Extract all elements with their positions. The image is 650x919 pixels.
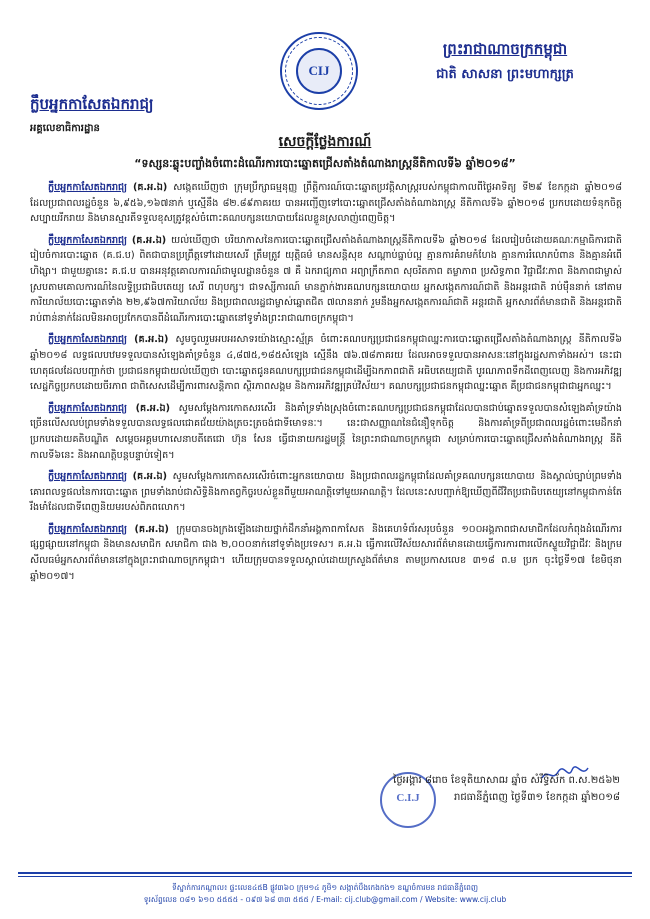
paragraph-abbr: (គ.អ.ឯ) [132, 182, 168, 193]
paragraph-lead: ក្លឹបអ្នកកាសែតឯករាជ្យ [48, 471, 127, 483]
paragraph-text: សូមចូលរួមអបអរសាទរយ៉ាងស្មោះស្ម័គ្រ ចំពោះគណបក្សប្រជាជនកម្ពុជាឈ្នះការបោះឆ្នោតជ្រើសតាំងតំណាងរាស្ត្រ នីតិកាលទី៦ ឆ្នាំ២០១៨ លទ្ធផលបឋមទទួលបានសំឡេងគាំទ្រចំនួន ៤,៨៧៥,១៨៥សំឡេង ស្មើនឹង ៧៦.៧៨ភាគរយ ដែលអាចទទួលបានអាសនៈនៅក្នុងរដ្ឋសភាទាំងអស់។ នេះជាហេតុផលដែលបញ្ជាក់ថា ប្រជាជនកម្ពុជាយល់ឃើញថា បោះឆ្នោតជូនគណបក្សប្រជាជនកម្ពុជាដើម្បីឯកភាពជាតិ អធិបតេយ្យជាតិ បូរណភាពទឹកដីពេញលេញ និងការអភិវឌ្ឍសេដ្ឋកិច្ចប្រកបដោយចីរភាព ជាពិសេសដើម្បីការពារសន្តិភាព ស្ថិរភាពសង្គម និងការអភិវឌ្ឍគ្រប់វិស័យ។ គណបក្សប្រជាជនកម្ពុជាឈ្នះឆ្នោត គឺប្រជាជនកម្ពុជាជាអ្នកឈ្នះ។ [30, 334, 622, 393]
paragraph [30, 180, 622, 227]
paragraph-abbr: (គ.អ.ឯ) [132, 471, 167, 483]
kingdom-line: ព្រះរាជាណាចក្រកម្ពុជា [442, 40, 568, 58]
club-department: អគ្គលេខាធិការដ្ឋាន [30, 123, 100, 134]
footer-divider-thin [18, 876, 632, 877]
paragraph [30, 401, 622, 463]
document-subtitle: “ទស្សនៈឆ្លុះបញ្ចាំងចំពោះដំណើរការបោះឆ្នោតជ្រើសតាំងតំណាងរាស្ត្រនីតិកាលទី៦ ឆ្នាំ២០១៨” [134, 157, 516, 170]
paragraph [30, 522, 622, 584]
paragraph-lead: ក្លឹបអ្នកកាសែតឯករាជ្យ [48, 334, 127, 346]
motto-line: ជាតិ សាសនា ព្រះមហាក្សត្រ [436, 67, 574, 82]
paragraph [30, 233, 622, 327]
kingdom-header [400, 40, 610, 85]
club-header [30, 95, 154, 136]
paragraph-lead: ក្លឹបអ្នកកាសែតឯករាជ្យ [48, 234, 127, 246]
paragraph-abbr: (គ.អ.ឯ) [135, 402, 170, 414]
footer-dates [350, 772, 620, 806]
paragraph-text: ក្រុមបានចងក្រងឡើងដោយថ្នាក់ដឹកនាំអង្គភាពកាសែត និងគេហទំព័រសរុបចំនួន ១០០អង្គភាពជាសមាជិកដែលកំពុងដំណើរការផ្សព្វផ្សាយនៅកម្ពុជា និងមានសមាជិក សមាជិកា ជាង ២,០០០នាក់នៅទូទាំងប្រទេស។ គ.អ.ឯ ធ្វើការលើវិស័យសារព័ត៌មានដោយធ្វើការការពារលើកស្ទួយវិជ្ជាជីវៈ និងក្រមសីលធម៌អ្នកសារព័ត៌មាននៅក្នុងព្រះរាជាណាចក្រកម្ពុជា។ ហើយក្រុមបានទទួលស្គាល់ដោយក្រសួងព័ត៌មាន តាមប្រកាសលេខ ៣១៨ ព.ម ប្រក ចុះថ្ងៃទី១៧ ខែមិថុនា ឆ្នាំ២០១៧។ [30, 523, 622, 582]
seal-text: C.I.J [396, 792, 420, 804]
paragraph-abbr: (គ.អ.ឯ) [134, 334, 169, 346]
club-logo [280, 32, 358, 110]
statement-body [30, 180, 622, 590]
logo-mark: CIJ [308, 63, 330, 78]
paragraph [30, 332, 622, 394]
paragraph-lead: ក្លឹបអ្នកកាសែតឯករាជ្យ [48, 402, 127, 414]
club-name: ក្លឹបអ្នកកាសែតឯករាជ្យ [30, 95, 154, 113]
logo-center [296, 48, 342, 94]
paragraph-text: សូមសម្តែងការកោតសរសើរចំពោះអ្នកនយោបាយ និងប្រជាពលរដ្ឋកម្ពុជាដែលគាំទ្រគណបក្សនយោបាយ និងស្គាល់ច្បាប់ព្រមទាំងគោរពលទ្ធផលនៃការបោះឆ្នោត ព្រមទាំងរាប់ជាសិទ្ធិនិងកាតព្វកិច្ចរបស់ខ្លួនពីមួយអាណត្តិទៅមួយអាណត្តិ។ ដែលនេះសបញ្ជាក់ឱ្យឃើញពីជីវិតប្រជាធិបតេយ្យនៅកម្ពុជាកាន់តែរឹងមាំដែលជាទីពេញនិយមរបស់ពិភពលោក។ [30, 471, 622, 514]
address-line: ទីស្នាក់ការកណ្តាល៖ ផ្ទះលេខ៤៥B ផ្លូវ៣៦០ ក្រុម១៤ ភូមិ១ សង្កាត់បឹងកេងកង១ ខណ្ឌចំការមន រាជធានីភ្នំពេញ [171, 883, 479, 892]
document-title: សេចក្តីថ្លែងការណ៍ [278, 134, 372, 150]
contact-line: ទូរស័ព្ទលេខ ០៨១ ៦១០ ៥៥៥៥ - ០៩៧ ៦៨ ៣៣ ៥៥៥ / E-mail: cij.club@gmail.com / Website: www.cij.club [143, 895, 507, 904]
paragraph-text: សូមសម្តែងការកោតសរសើរ និងគាំទ្រទាំងស្រុងចំពោះគណបក្សប្រជាជនកម្ពុជាដែលបានជាប់ឆ្នោតទទួលបានសំឡេងគាំទ្រយ៉ាងច្រើនលើសលប់ព្រមទាំងទទួលបានលទ្ធផលជោគជ័យយ៉ាងត្រចះត្រចង់ជាទីមោទនៈ។ នេះជាសញ្ញាណនៃជំនឿទុកចិត្ត និងការគាំទ្រពីប្រជាពលរដ្ឋចំពោះមេដឹកនាំប្រកបដោយគតិបណ្ឌិត សម្តេចអគ្គមហាសេនាបតីតេជោ ហ៊ុន សែន ធ្វើជានាយករដ្ឋមន្ត្រី នៃព្រះរាជាណាចក្រកម្ពុជា សម្រាប់ការបោះឆ្នោតជ្រើសតាំងតំណាងរាស្ត្រ នីតិកាលទី៦នេះ និងអាណត្តិបន្តបន្ទាប់ទៀត។ [30, 402, 622, 461]
paragraph [30, 469, 622, 516]
lunar-date: ថ្ងៃអង្គារ ៨រោច ខែទុតិយាសាឍ ឆ្នាំច សំរឹទ្ធិស័ក ព.ស.២៥៦២ [393, 775, 620, 786]
paragraph-abbr: (គ.អ.ឯ) [134, 523, 169, 535]
footer-divider [18, 872, 632, 874]
paragraph-lead: ក្លឹបអ្នកកាសែតឯករាជ្យ [48, 523, 127, 535]
paragraph-lead: ក្លឹបអ្នកកាសែតឯករាជ្យ [48, 182, 127, 193]
paragraph-text: យល់ឃើញថា បរិយាកាសនៃការបោះឆ្នោតជ្រើសតាំងតំណាងរាស្ត្រនីតិកាលទី៦ ឆ្នាំ២០១៨ ដែលរៀបចំដោយគណៈកម្មាធិការជាតិរៀបចំការបោះឆ្នោត (គ.ជ.ប) ពិតជាបានប្រព្រឹត្តទៅដោយសេរី ត្រឹមត្រូវ យុត្តិធម៌ មានសន្តិសុខ សណ្តាប់ធ្នាប់ល្អ គ្មានការគំរាមកំហែង គ្មានការរំលោភបំពាន និងគ្មានអំពើហិង្សា។ ជាមួយគ្នានេះ គ.ជ.ប បានអនុវត្តគោលការណ៍ជាមូលដ្ឋានចំនួន ៧ គឺ ឯករាជ្យភាព អព្យាក្រឹតភាព សុចរិតភាព តម្លាភាព ប្រសិទ្ធភាព វិជ្ជាជីវៈភាព និងភាពជាម្ចាស់ ស្របតាមគោលការណ៍នៃលទ្ធិប្រជាធិបតេយ្យ សេរី ពហុបក្ស។ ជាទស្សីការណ៍ មានភ្នាក់ងារគណបក្សនយោបាយ អ្នកសង្កេតការណ៍ជាតិ និងអន្តរជាតិ រាប់ម៉ឺននាក់ នៅតាមការិយាល័យបោះឆ្នោតទាំង ២២,៩៦៧ការិយាល័យ និងប្រជាពលរដ្ឋជាម្ចាស់ឆ្នោតជិត ៧លាននាក់ រួមនឹងអ្នកសង្កេតការណ៍ជាតិ អន្តរជាតិ អ្នកសារព័ត៌មានជាតិ និងអន្តរជាតិរាប់ពាន់នាក់ដែលមិនអាចប្រកែកបានពីដំណើរការបោះឆ្នោតនៅទូទាំងព្រះរាជាណាចក្រកម្ពុជា។ [30, 234, 622, 324]
paragraph-text: សង្កេតឃើញថា ក្រុមប្រឹក្សាធម្មនុញ្ញ ព្រឹត្តិការណ៍បោះឆ្នោតប្រវត្តិសាស្ត្ររបស់កម្ពុជាកាលពីថ្ងៃអាទិត្យ ទី២៩ ខែកក្កដា ឆ្នាំ២០១៨ ដែលប្រជាពលរដ្ឋចំនួន ៦,៩៥៦,១៦៧នាក់ ឬស្មើនឹង ៨២.៨៩ភាគរយ បានអញ្ជើញទៅបោះឆ្នោតជ្រើសតាំងតំណាងរាស្ត្រ នីតិកាលទី៦ ឆ្នាំ២០១៨ ប្រកបដោយទំនុកចិត្ត សប្បាយរីករាយ និងមានស្មារតីទទួលខុសត្រូវខ្ពស់ចំពោះគណបក្សនយោបាយដែលខ្លួនស្រលាញ់ពេញចិត្ត។ [30, 182, 622, 225]
solar-date: រាជធានីភ្នំពេញ ថ្ងៃទី៣១ ខែកក្កដា ឆ្នាំ២០១៨ [453, 792, 620, 803]
footer-address [18, 882, 632, 906]
paragraph-abbr: (គ.អ.ឯ) [131, 234, 167, 246]
